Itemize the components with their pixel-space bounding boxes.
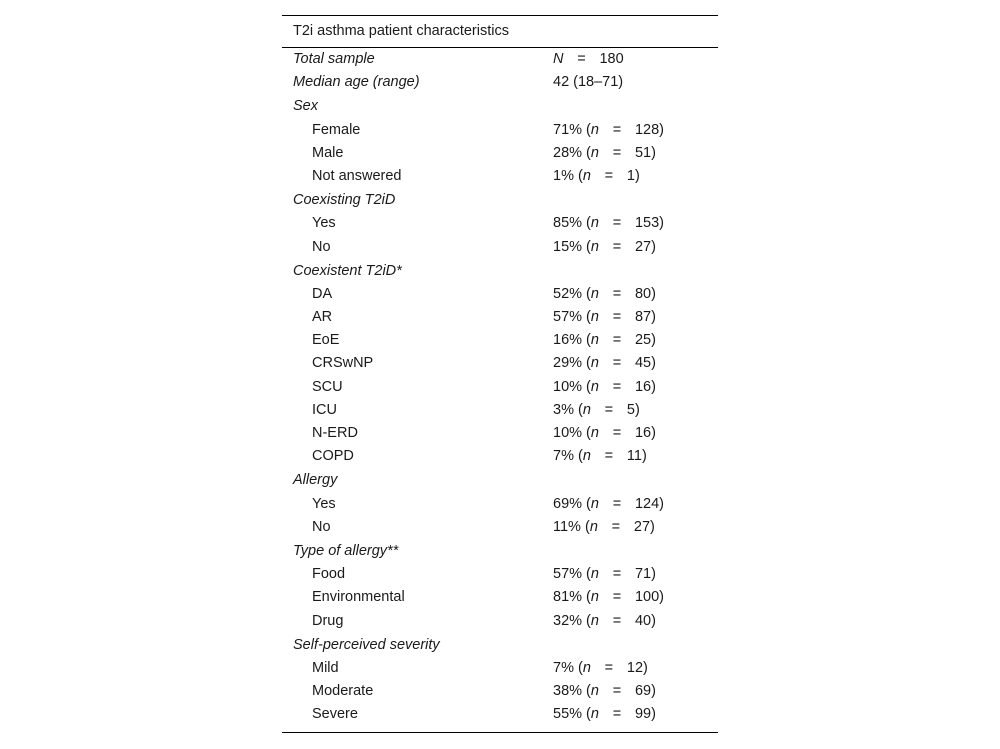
table-row — [282, 563, 718, 586]
eq-sign: = — [612, 425, 622, 441]
row-label: Yes — [312, 215, 336, 232]
row-percent: 10% — [553, 425, 583, 441]
n-symbol: n — [590, 355, 599, 372]
n-symbol: n — [590, 144, 599, 161]
section-header-row — [282, 259, 718, 283]
row-label: Drug — [312, 612, 344, 629]
row-value: 28% (n = 51) — [553, 142, 656, 165]
row-value: 57% (n = 87) — [553, 306, 656, 329]
median-age-row — [282, 71, 718, 94]
eq-sign: = — [612, 309, 622, 326]
row-percent: 15% — [553, 238, 583, 255]
eq-sign: = — [612, 589, 622, 606]
row-count: 16 — [634, 425, 652, 441]
row-value: 85% (n = 153) — [553, 212, 664, 235]
n-symbol: n — [589, 518, 598, 535]
row-count: 153 — [634, 215, 660, 232]
row-percent: 29% — [553, 355, 583, 372]
eq-sign: = — [604, 659, 614, 676]
row-percent: 32% — [553, 612, 583, 629]
section-title: Coexisting T2iD — [293, 192, 396, 209]
row-count: 128 — [634, 121, 660, 138]
row-label: No — [312, 238, 331, 255]
row-count: 45 — [634, 355, 652, 372]
row-value: 57% (n = 71) — [553, 563, 656, 586]
eq-sign: = — [612, 215, 622, 232]
row-count: 1 — [626, 167, 635, 184]
median-age-value: 42 (18–71) — [553, 74, 624, 91]
table-body — [282, 94, 718, 726]
table-row — [282, 586, 718, 609]
row-value: 3% (n = 5) — [553, 399, 640, 422]
row-percent: 55% — [553, 706, 583, 723]
row-count: 27 — [634, 238, 652, 255]
n-symbol: n — [590, 683, 599, 700]
row-value: 38% (n = 69) — [553, 680, 656, 703]
eq-sign: = — [612, 495, 622, 512]
table-row — [282, 376, 718, 399]
section-header-row — [282, 468, 718, 492]
eq-sign: = — [612, 566, 622, 583]
row-value: 1% (n = 1) — [553, 165, 640, 188]
total-sample-row — [282, 48, 718, 71]
eq-sign: = — [612, 612, 622, 629]
row-percent: 71% — [553, 121, 583, 138]
table-row — [282, 119, 718, 142]
row-count: 100 — [634, 589, 660, 606]
row-label: COPD — [312, 448, 354, 465]
row-value: 7% (n = 12) — [553, 657, 648, 680]
table-row — [282, 283, 718, 306]
eq-sign: = — [604, 448, 614, 465]
row-label: Severe — [312, 706, 358, 723]
eq-sign: = — [604, 167, 614, 184]
n-symbol: n — [582, 401, 591, 418]
n-symbol: n — [590, 285, 599, 302]
median-age-label: Median age (range) — [293, 74, 420, 91]
row-percent: 85% — [553, 215, 583, 232]
eq-sign: = — [612, 144, 622, 161]
n-symbol: n — [590, 566, 599, 583]
row-percent: 52% — [553, 285, 583, 302]
eq-sign: = — [612, 683, 622, 700]
row-percent: 10% — [553, 378, 583, 395]
total-n-value: 180 — [599, 51, 624, 67]
section-header-row — [282, 633, 718, 657]
row-label: DA — [312, 285, 333, 302]
n-symbol: n — [590, 238, 599, 255]
row-value: 81% (n = 100) — [553, 586, 664, 609]
table-row — [282, 610, 718, 633]
row-count: 27 — [633, 518, 651, 535]
row-label: Food — [312, 566, 346, 583]
section-title: Type of allergy** — [293, 542, 399, 559]
row-value: 29% (n = 45) — [553, 352, 656, 375]
eq-sign: = — [612, 332, 622, 349]
row-percent: 69% — [553, 495, 583, 512]
row-value: 11% (n = 27) — [553, 516, 655, 539]
row-label: Female — [312, 121, 361, 138]
eq-sign: = — [612, 121, 622, 138]
eq-sign: = — [604, 401, 614, 418]
row-label: EoE — [312, 332, 340, 349]
table-row — [282, 657, 718, 680]
row-label: Mild — [312, 659, 339, 676]
row-percent: 16% — [553, 332, 583, 349]
table-caption: T2i asthma patient characteristics — [293, 23, 509, 39]
section-header-row — [282, 539, 718, 563]
row-label: SCU — [312, 378, 343, 395]
row-count: 12 — [626, 659, 644, 676]
row-count: 69 — [634, 683, 652, 700]
n-symbol: n — [590, 612, 599, 629]
eq-sign: = — [612, 285, 622, 302]
section-title: Allergy — [293, 472, 338, 489]
table-row — [282, 703, 718, 726]
n-symbol: n — [590, 425, 599, 441]
row-percent: 11% — [553, 518, 581, 535]
table-row — [282, 352, 718, 375]
table-row — [282, 165, 718, 188]
n-symbol: n — [590, 589, 599, 606]
section-title: Coexistent T2iD* — [293, 262, 402, 279]
table-row — [282, 212, 718, 235]
total-eq-sign: = — [577, 51, 586, 67]
row-count: 124 — [634, 495, 660, 512]
n-symbol: n — [590, 706, 599, 723]
row-value: 55% (n = 99) — [553, 703, 656, 726]
bottom-rule — [282, 732, 718, 733]
row-label: Yes — [312, 495, 336, 512]
n-symbol: n — [590, 309, 599, 326]
row-percent: 1% — [553, 167, 574, 184]
eq-sign: = — [612, 378, 622, 395]
section-title: Sex — [293, 98, 318, 115]
row-percent: 57% — [553, 309, 583, 326]
table-row — [282, 445, 718, 468]
table-row — [282, 306, 718, 329]
row-percent: 7% — [553, 659, 574, 676]
row-value: 10% (n = 16) — [553, 422, 656, 445]
row-value: 52% (n = 80) — [553, 283, 656, 306]
row-count: 71 — [634, 566, 652, 583]
row-count: 5 — [626, 401, 635, 418]
row-count: 51 — [634, 144, 652, 161]
row-count: 40 — [634, 612, 652, 629]
row-percent: 81% — [553, 589, 583, 606]
row-count: 16 — [634, 378, 652, 395]
table-row — [282, 680, 718, 703]
row-label: Environmental — [312, 589, 405, 606]
eq-sign: = — [612, 706, 622, 723]
row-label: AR — [312, 309, 333, 326]
n-symbol: n — [590, 378, 599, 395]
row-value: 32% (n = 40) — [553, 610, 656, 633]
table-row — [282, 493, 718, 516]
row-value: 71% (n = 128) — [553, 119, 664, 142]
total-sample-label: Total sample — [293, 51, 375, 67]
table-row — [282, 142, 718, 165]
row-value: 15% (n = 27) — [553, 236, 656, 259]
row-value: 7% (n = 11) — [553, 445, 647, 468]
row-label: Male — [312, 144, 344, 161]
n-symbol: n — [582, 167, 591, 184]
row-label: No — [312, 518, 331, 535]
section-title: Self-perceived severity — [293, 636, 440, 653]
row-label: N-ERD — [312, 425, 358, 441]
section-header-row — [282, 94, 718, 118]
row-count: 80 — [634, 285, 652, 302]
table-row — [282, 422, 718, 445]
row-label: ICU — [312, 401, 337, 418]
row-count: 99 — [634, 706, 652, 723]
row-count: 11 — [626, 448, 642, 465]
row-value: 10% (n = 16) — [553, 376, 656, 399]
row-value: 16% (n = 25) — [553, 329, 656, 352]
row-percent: 28% — [553, 144, 583, 161]
eq-sign: = — [612, 355, 622, 372]
row-percent: 7% — [553, 448, 574, 465]
table-row — [282, 329, 718, 352]
total-sample-value — [553, 48, 624, 71]
row-label: CRSwNP — [312, 355, 374, 372]
eq-sign: = — [611, 518, 621, 535]
row-percent: 38% — [553, 683, 583, 700]
n-symbol: n — [590, 332, 599, 349]
n-symbol: n — [582, 448, 591, 465]
row-count: 87 — [634, 309, 652, 326]
n-symbol: n — [582, 659, 591, 676]
row-percent: 57% — [553, 566, 583, 583]
row-label: Moderate — [312, 683, 374, 700]
n-symbol: n — [590, 215, 599, 232]
total-n-symbol: N — [553, 51, 564, 67]
table-row — [282, 399, 718, 422]
n-symbol: n — [590, 121, 599, 138]
characteristics-table — [282, 15, 718, 733]
row-percent: 3% — [553, 401, 574, 418]
row-value: 69% (n = 124) — [553, 493, 664, 516]
table-row — [282, 516, 718, 539]
eq-sign: = — [612, 238, 622, 255]
n-symbol: n — [590, 495, 599, 512]
row-count: 25 — [634, 332, 652, 349]
section-header-row — [282, 188, 718, 212]
table-row — [282, 236, 718, 259]
row-label: Not answered — [312, 167, 402, 184]
